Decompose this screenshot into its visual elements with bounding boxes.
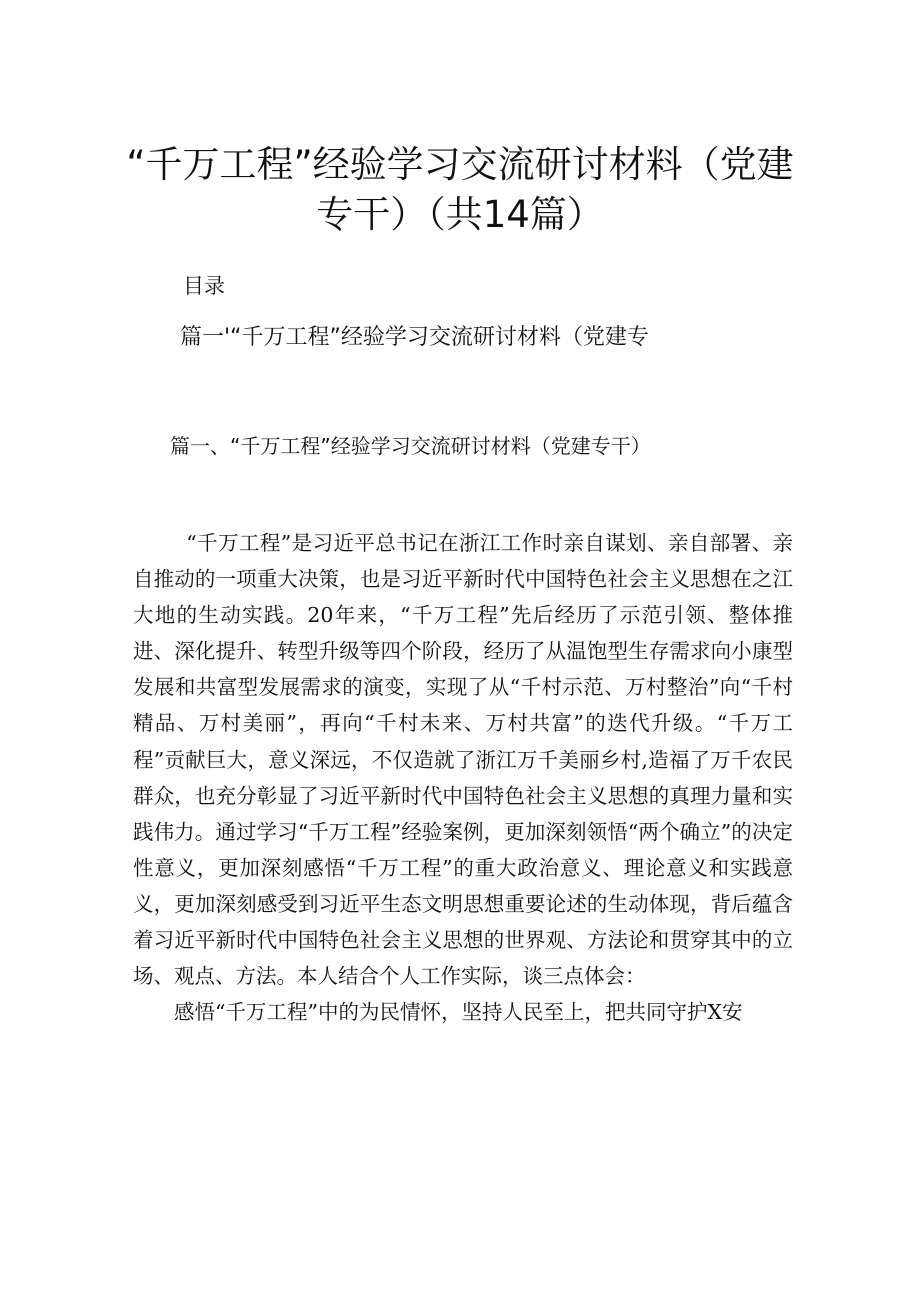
toc-label: 目录 [183, 274, 225, 298]
body-paragraph-1: “千万工程”是习近平总书记在浙江工作时亲自谋划、亲自部署、亲自推动的一项重大决策，也是习近平新时代中国特色社会主义思想在之江大地的生动实践。20年来，“千万工程”先后经历了示范引领、整体推进、深化提升、转型升级等四个阶段，经历了从温饱型生存需求向小康型发展和共富型发展需求的演变，实现了从“千村示范、万村整治”向“千村精品、万村美丽”，再向“千村未来、万村共富”的迭代升级。“千万工程”贡献巨大，意义深远，不仅造就了浙江万千美丽乡村,造福了万千农民群众，也充分彰显了习近平新时代中国特色社会主义思想的真理力量和实践伟力。通过学习“千万工程”经验案例，更加深刻领悟“两个确立”的决定性意义，更加深刻感悟“千万工程”的重大政治意义、理论意义和实践意义，更加深刻感受到习近平生态文明思想重要论述的生动体现，背后蕴含着习近平新时代中国特色社会主义思想的世界观、方法论和贯穿其中的立场、观点、方法。本人结合个人工作实际，谈三点体会： [133, 531, 793, 989]
toc-item-1[interactable]: 篇一'“千万工程”经验学习交流研讨材料（党建专 [180, 325, 649, 350]
section-heading: 篇一、“千万工程”经验学习交流研讨材料（党建专干） [170, 434, 651, 458]
document-title: “千万工程”经验学习交流研讨材料（党建专干）（共14篇） [126, 143, 794, 236]
section-body [133, 525, 793, 1030]
body-paragraph-2: 感悟“千万工程”中的为民情怀，坚持人民至上，把共同守护X安 [174, 1000, 743, 1025]
